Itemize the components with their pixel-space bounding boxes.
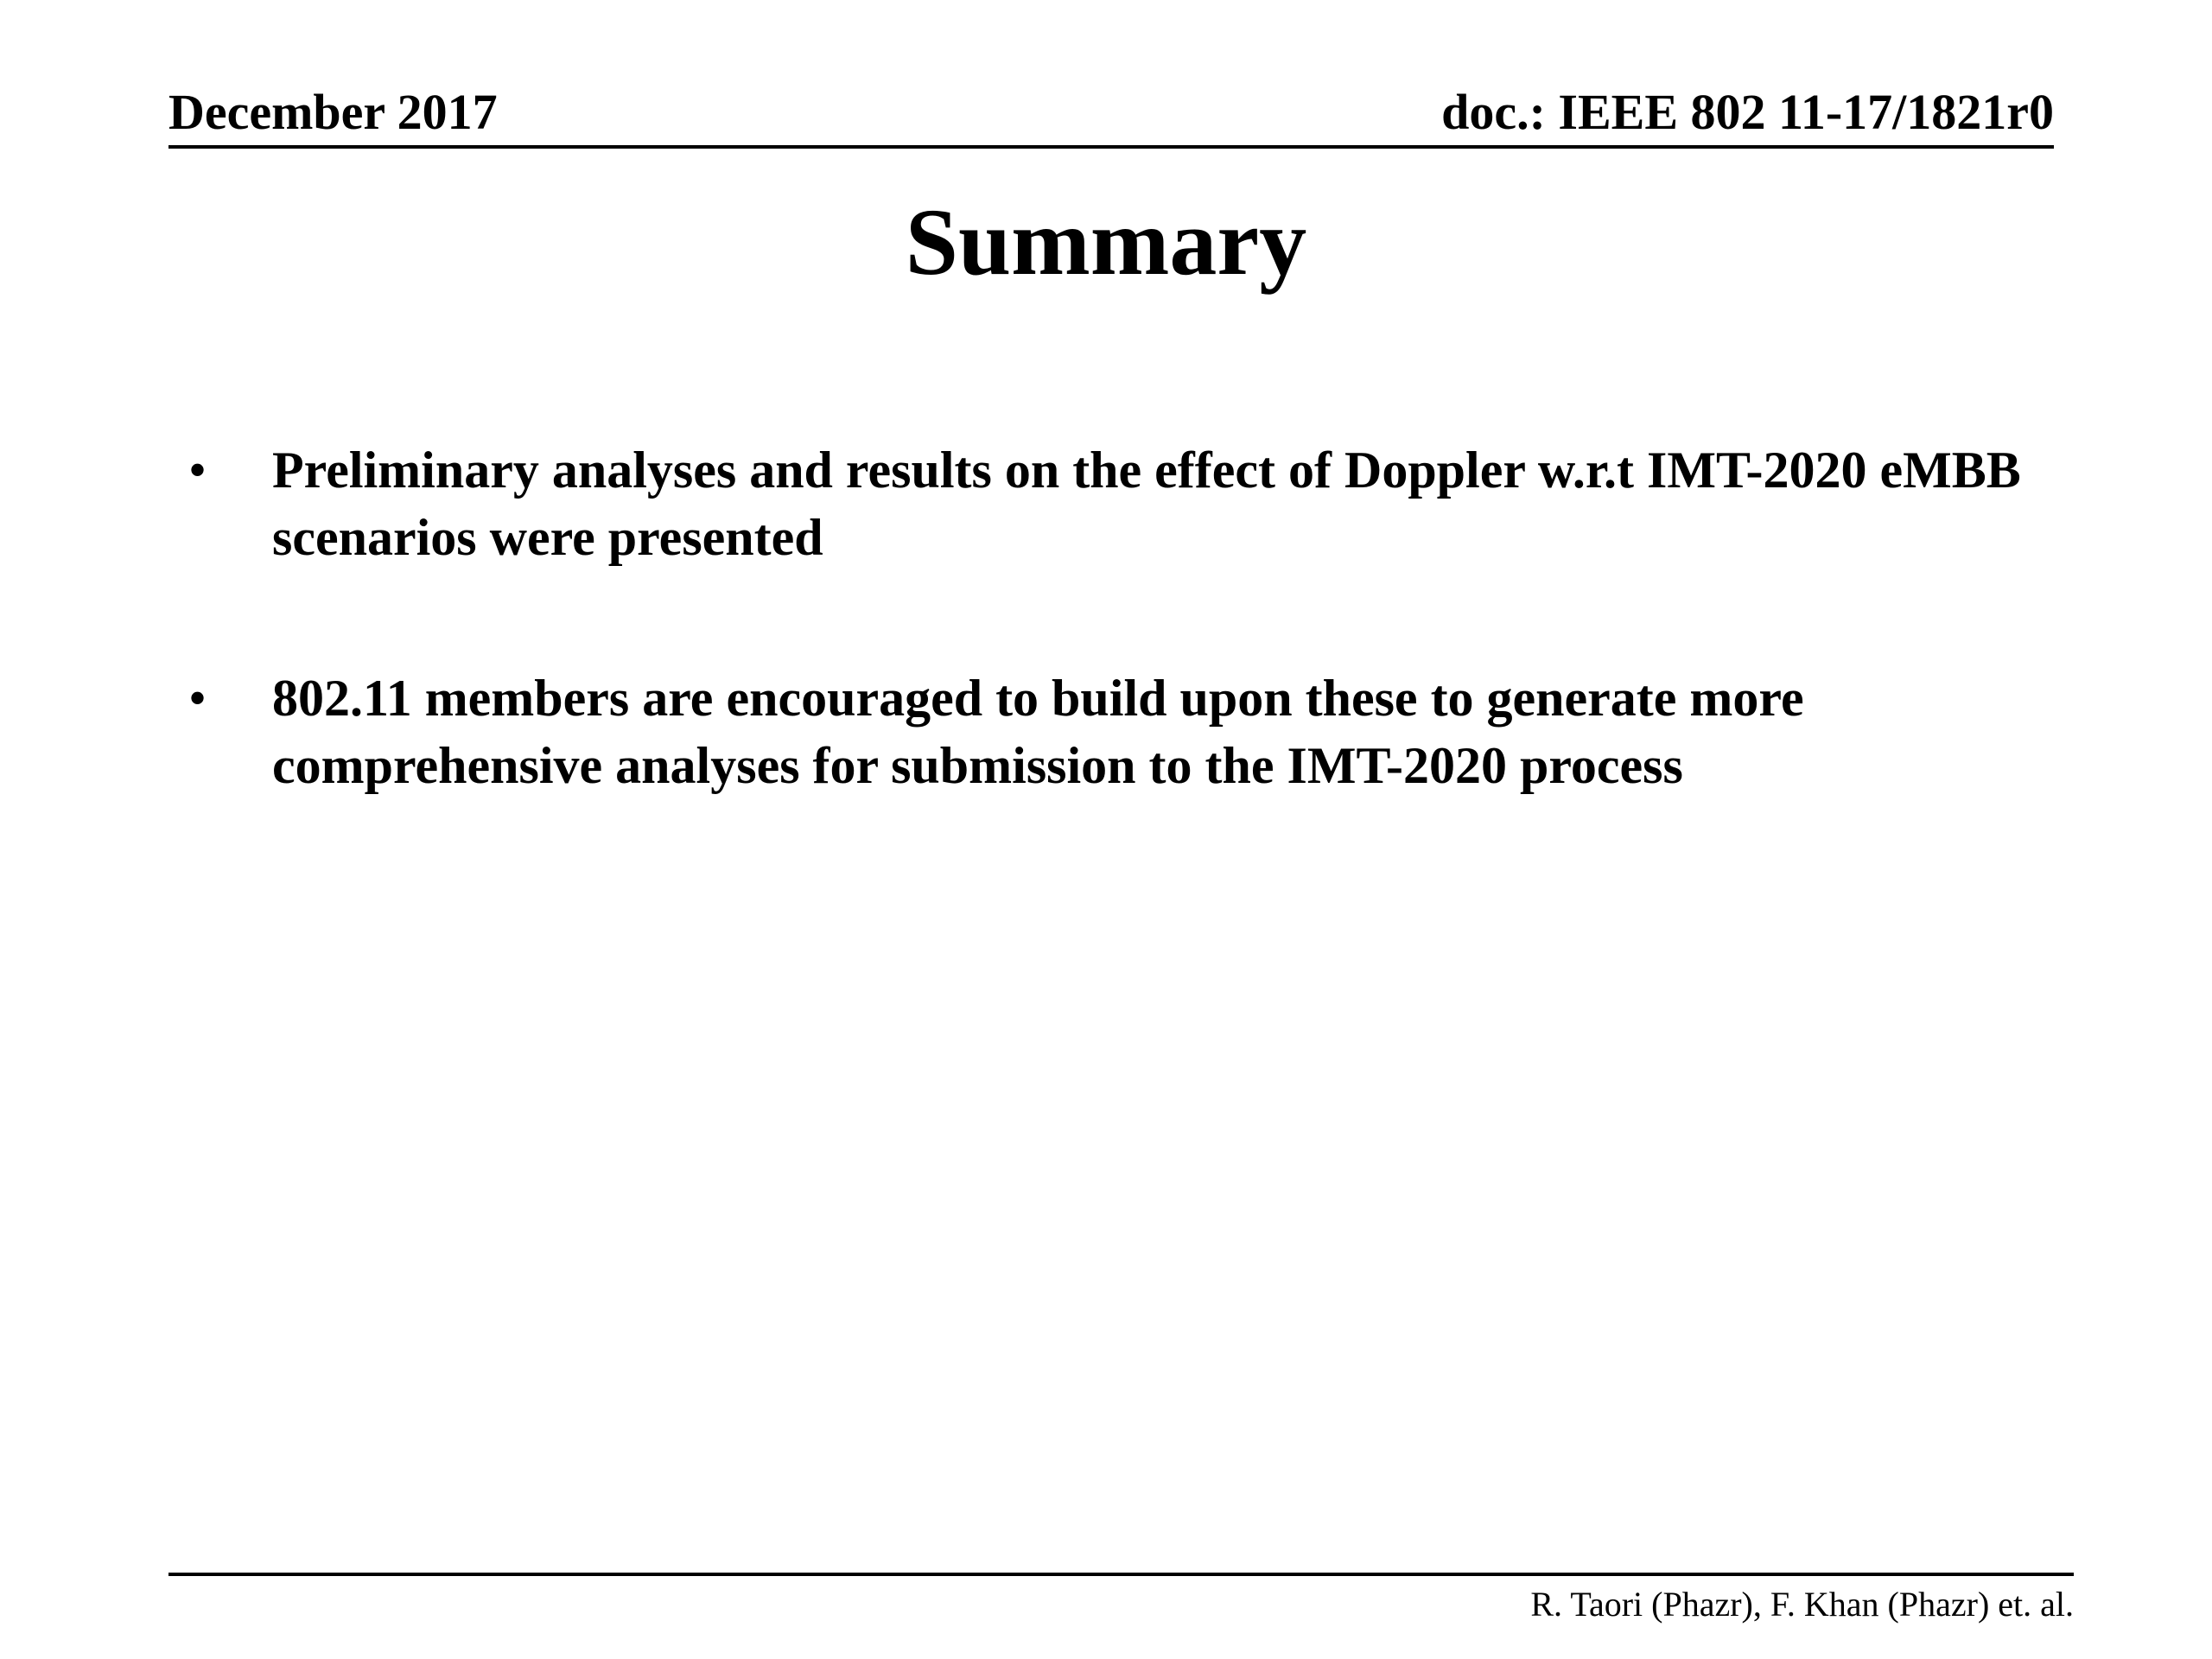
bullet-marker: • bbox=[188, 442, 207, 499]
header-divider bbox=[168, 145, 2054, 149]
bullet-text: 802.11 members are encouraged to build upon these to generate more comprehensive analyses for submission to the IMT-2020 process bbox=[272, 670, 1804, 794]
footer-divider bbox=[168, 1573, 2074, 1576]
bullet-marker: • bbox=[188, 670, 207, 727]
header-doc-id: doc.: IEEE 802 11-17/1821r0 bbox=[1441, 84, 2054, 140]
bullet-item bbox=[181, 436, 2039, 571]
bullet-text: Preliminary analyses and results on the effect of Doppler w.r.t IMT-2020 eMBB scenarios were presented bbox=[272, 442, 2021, 566]
header-date: December 2017 bbox=[168, 84, 498, 140]
bullet-item bbox=[181, 664, 2039, 799]
slide-header bbox=[168, 82, 2054, 143]
slide-title: Summary bbox=[905, 189, 1307, 295]
bullet-list bbox=[181, 436, 2039, 893]
footer-authors: R. Taori (Phazr), F. Khan (Phazr) et. al. bbox=[1530, 1585, 2074, 1624]
